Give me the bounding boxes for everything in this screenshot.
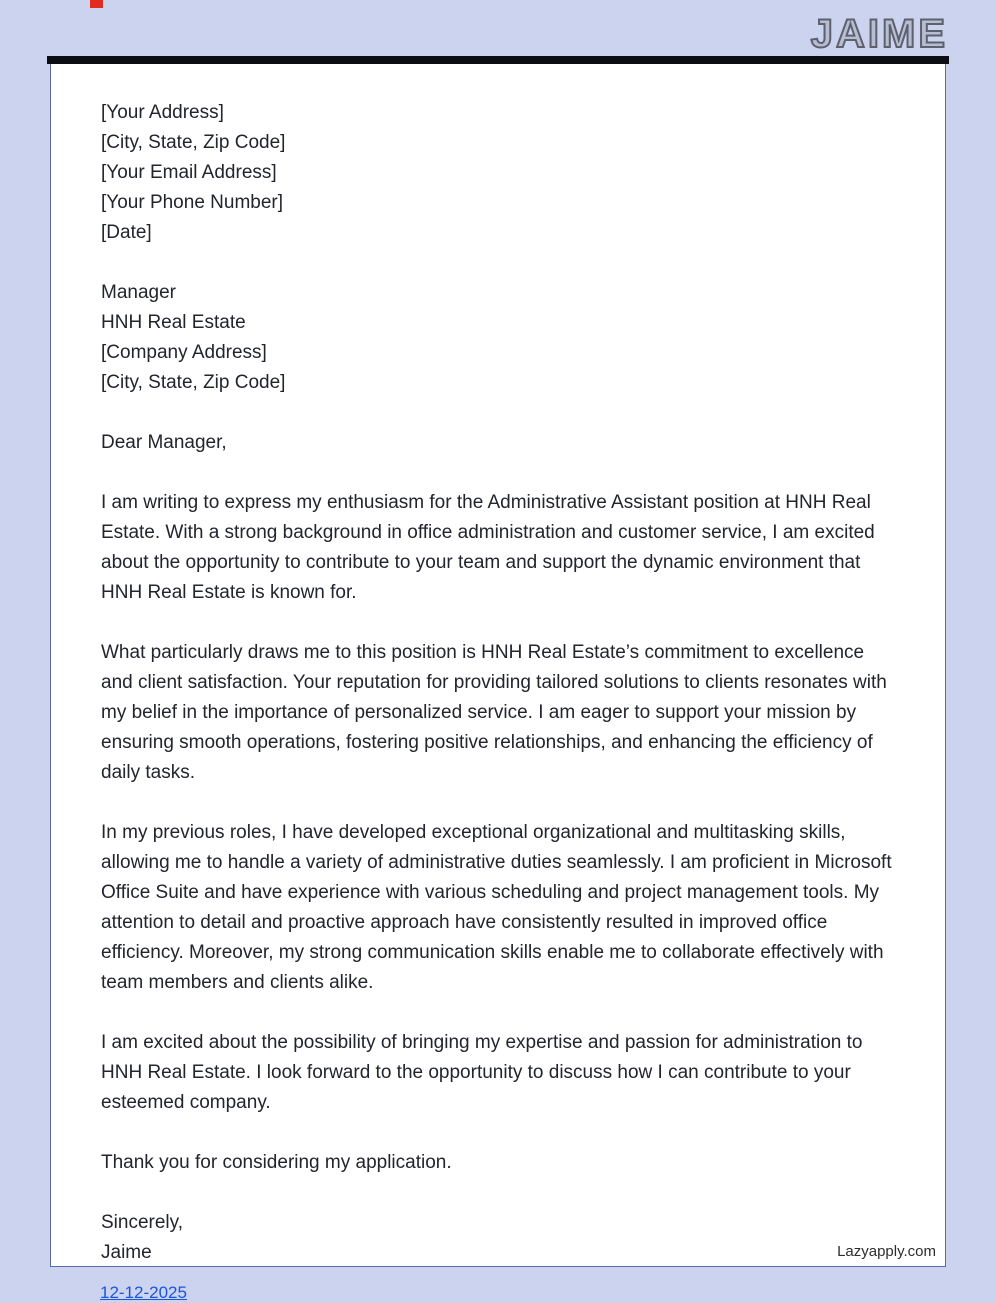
letter-paragraph-2: What particularly draws me to this position is HNH Real Estate’s commitment to excellence and client satisfaction. Your reputation for providing tailored solutions to clients resonates with my belief in the importance of personalized service. I am eager to support your mission by ensuring smooth operations, fostering positive relationships, and enhancing the efficiency of daily tasks. <box>101 642 887 783</box>
sender-email-line: [Your Email Address] <box>101 162 277 183</box>
recipient-title-line: Manager <box>101 282 176 303</box>
recipient-company-line: HNH Real Estate <box>101 312 246 333</box>
sender-phone-line: [Your Phone Number] <box>101 192 284 213</box>
recipient-block <box>101 278 895 398</box>
letter-paragraph-4: I am excited about the possibility of bringing my expertise and passion for administration to HNH Real Estate. I look forward to the opportunity to discuss how I can contribute to your esteemed company. <box>101 1032 863 1113</box>
sender-date-line: [Date] <box>101 222 152 243</box>
sender-city-line: [City, State, Zip Code] <box>101 132 286 153</box>
brand-logo: JAIME <box>810 12 948 56</box>
letter-paragraph-5: Thank you for considering my application. <box>101 1152 452 1173</box>
letter-paragraph-1: I am writing to express my enthusiasm for the Administrative Assistant position at HNH Real Estate. With a strong background in office administration and customer service, I am excited about the opportunity to contribute to your team and support the dynamic environment that HNH Real Estate is known for. <box>101 492 875 603</box>
footer-date-link[interactable]: 12-12-2025 <box>100 1283 187 1302</box>
sender-address-line: [Your Address] <box>101 102 224 123</box>
letter-page <box>50 57 946 1267</box>
letter-content <box>51 58 945 1268</box>
closing: Sincerely, <box>101 1212 184 1233</box>
recipient-city-line: [City, State, Zip Code] <box>101 372 286 393</box>
red-marker <box>90 0 103 8</box>
salutation: Dear Manager, <box>101 432 227 453</box>
recipient-address-line: [Company Address] <box>101 342 267 363</box>
header-divider-bar <box>47 56 949 64</box>
letter-paragraph-3: In my previous roles, I have developed exceptional organizational and multitasking skills, allowing me to handle a variety of administrative duties seamlessly. I am proficient in Microsoft Office Suite and have experience with various scheduling and project management tools. My attention to detail and proactive approach have consistently resulted in improved office efficiency. Moreover, my strong communication skills enable me to collaborate effectively with team members and clients alike. <box>101 822 892 993</box>
watermark-lazyapply: Lazyapply.com <box>837 1243 936 1260</box>
signature: Jaime <box>101 1242 152 1263</box>
sender-block <box>101 98 895 248</box>
